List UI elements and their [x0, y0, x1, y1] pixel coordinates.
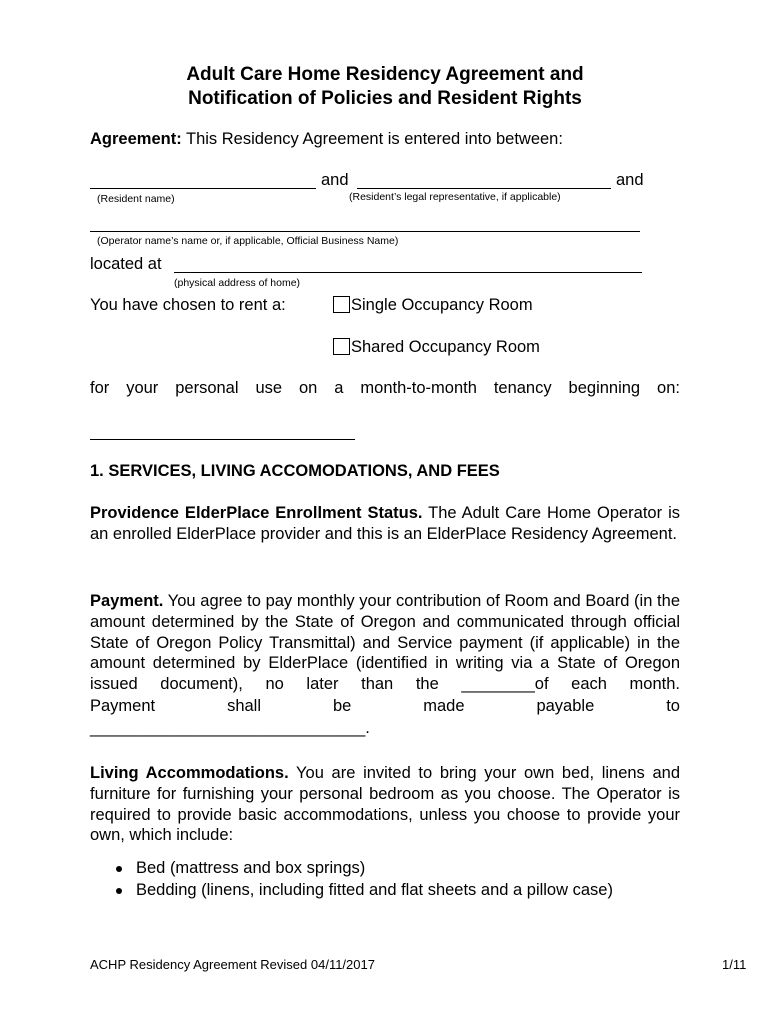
- document-title-line1: Adult Care Home Residency Agreement and: [186, 64, 584, 85]
- accommodations-list: [90, 858, 690, 901]
- payment-word: payable: [536, 697, 595, 715]
- payment-text: You agree to pay monthly your contribution of Room and Board (in the amount determined by the State of Oregon and communicated through official State of Oregon Policy Transmittal) and Service payment (if applicable) in the amount determined by ElderPlace (identified in writing via a State of Oregon issued document), no later than the ________of each month.: [90, 592, 680, 694]
- shared-room-checkbox[interactable]: [333, 338, 350, 355]
- and-text-2: and: [616, 171, 644, 189]
- agreement-label: Agreement:: [90, 130, 182, 148]
- home-address-line[interactable]: [174, 272, 642, 273]
- operator-name-caption: (Operator name’s name or, if applicable, Official Business Name): [97, 235, 399, 247]
- home-address-caption: (physical address of home): [174, 277, 301, 289]
- payment-word: be: [332, 697, 352, 715]
- representative-caption: (Resident’s legal representative, if applicable): [349, 191, 561, 203]
- agreement-intro: [90, 129, 563, 150]
- list-item: [90, 880, 690, 902]
- enrollment-text: The Adult Care Home Operator is an enrolled ElderPlace provider and this is an ElderPlace Residency Agreement.: [90, 504, 680, 543]
- living-accommodations-paragraph: [90, 763, 680, 846]
- rent-choice-label: You have chosen to rent a:: [90, 296, 286, 314]
- footer-revision: ACHP Residency Agreement Revised 04/11/2017: [90, 957, 375, 972]
- payment-word: shall: [227, 697, 261, 715]
- payment-continuation-line: [90, 696, 680, 717]
- agreement-text: This Residency Agreement is entered into between:: [185, 130, 563, 148]
- payment-label: Payment.: [90, 592, 164, 610]
- list-item-text: Bedding (linens, including fitted and flat sheets and a pillow case): [136, 880, 613, 899]
- and-text-1: and: [321, 171, 349, 189]
- payment-word: made: [423, 697, 465, 715]
- section1-heading: 1. SERVICES, LIVING ACCOMODATIONS, AND FEES: [90, 462, 500, 480]
- resident-name-line[interactable]: [90, 188, 316, 189]
- payment-word: to: [666, 697, 680, 715]
- enrollment-label: Providence ElderPlace Enrollment Status.: [90, 504, 423, 522]
- list-item: [90, 858, 690, 880]
- living-text: You are invited to bring your own bed, linens and furniture for furnishing your personal bedroom as you choose. The Operator is required to provide basic accommodations, unless you choose to provide your own, which include:: [90, 764, 681, 845]
- single-room-checkbox[interactable]: [333, 296, 350, 313]
- single-room-label: Single Occupancy Room: [351, 296, 533, 314]
- located-at-label: located at: [90, 255, 162, 273]
- payment-paragraph: [90, 591, 680, 695]
- bullet-icon: [116, 888, 122, 894]
- representative-name-line[interactable]: [357, 188, 611, 189]
- page-number: 1/11: [722, 957, 747, 972]
- tenancy-text: for your personal use on a month-to-month tenancy beginning on:: [90, 379, 680, 397]
- resident-name-caption: (Resident name): [97, 193, 175, 205]
- living-label: Living Accommodations.: [90, 764, 289, 782]
- enrollment-paragraph: [90, 503, 680, 545]
- payment-word: Payment: [90, 697, 156, 715]
- operator-name-line[interactable]: [90, 231, 640, 232]
- tenancy-start-date-line[interactable]: [90, 439, 355, 440]
- list-item-text: Bed (mattress and box springs): [136, 859, 366, 877]
- shared-room-label: Shared Occupancy Room: [351, 338, 540, 356]
- payable-to-blank[interactable]: ______________________________.: [90, 719, 370, 737]
- bullet-icon: [116, 866, 122, 872]
- document-title-line2: Notification of Policies and Resident Rights: [188, 88, 582, 109]
